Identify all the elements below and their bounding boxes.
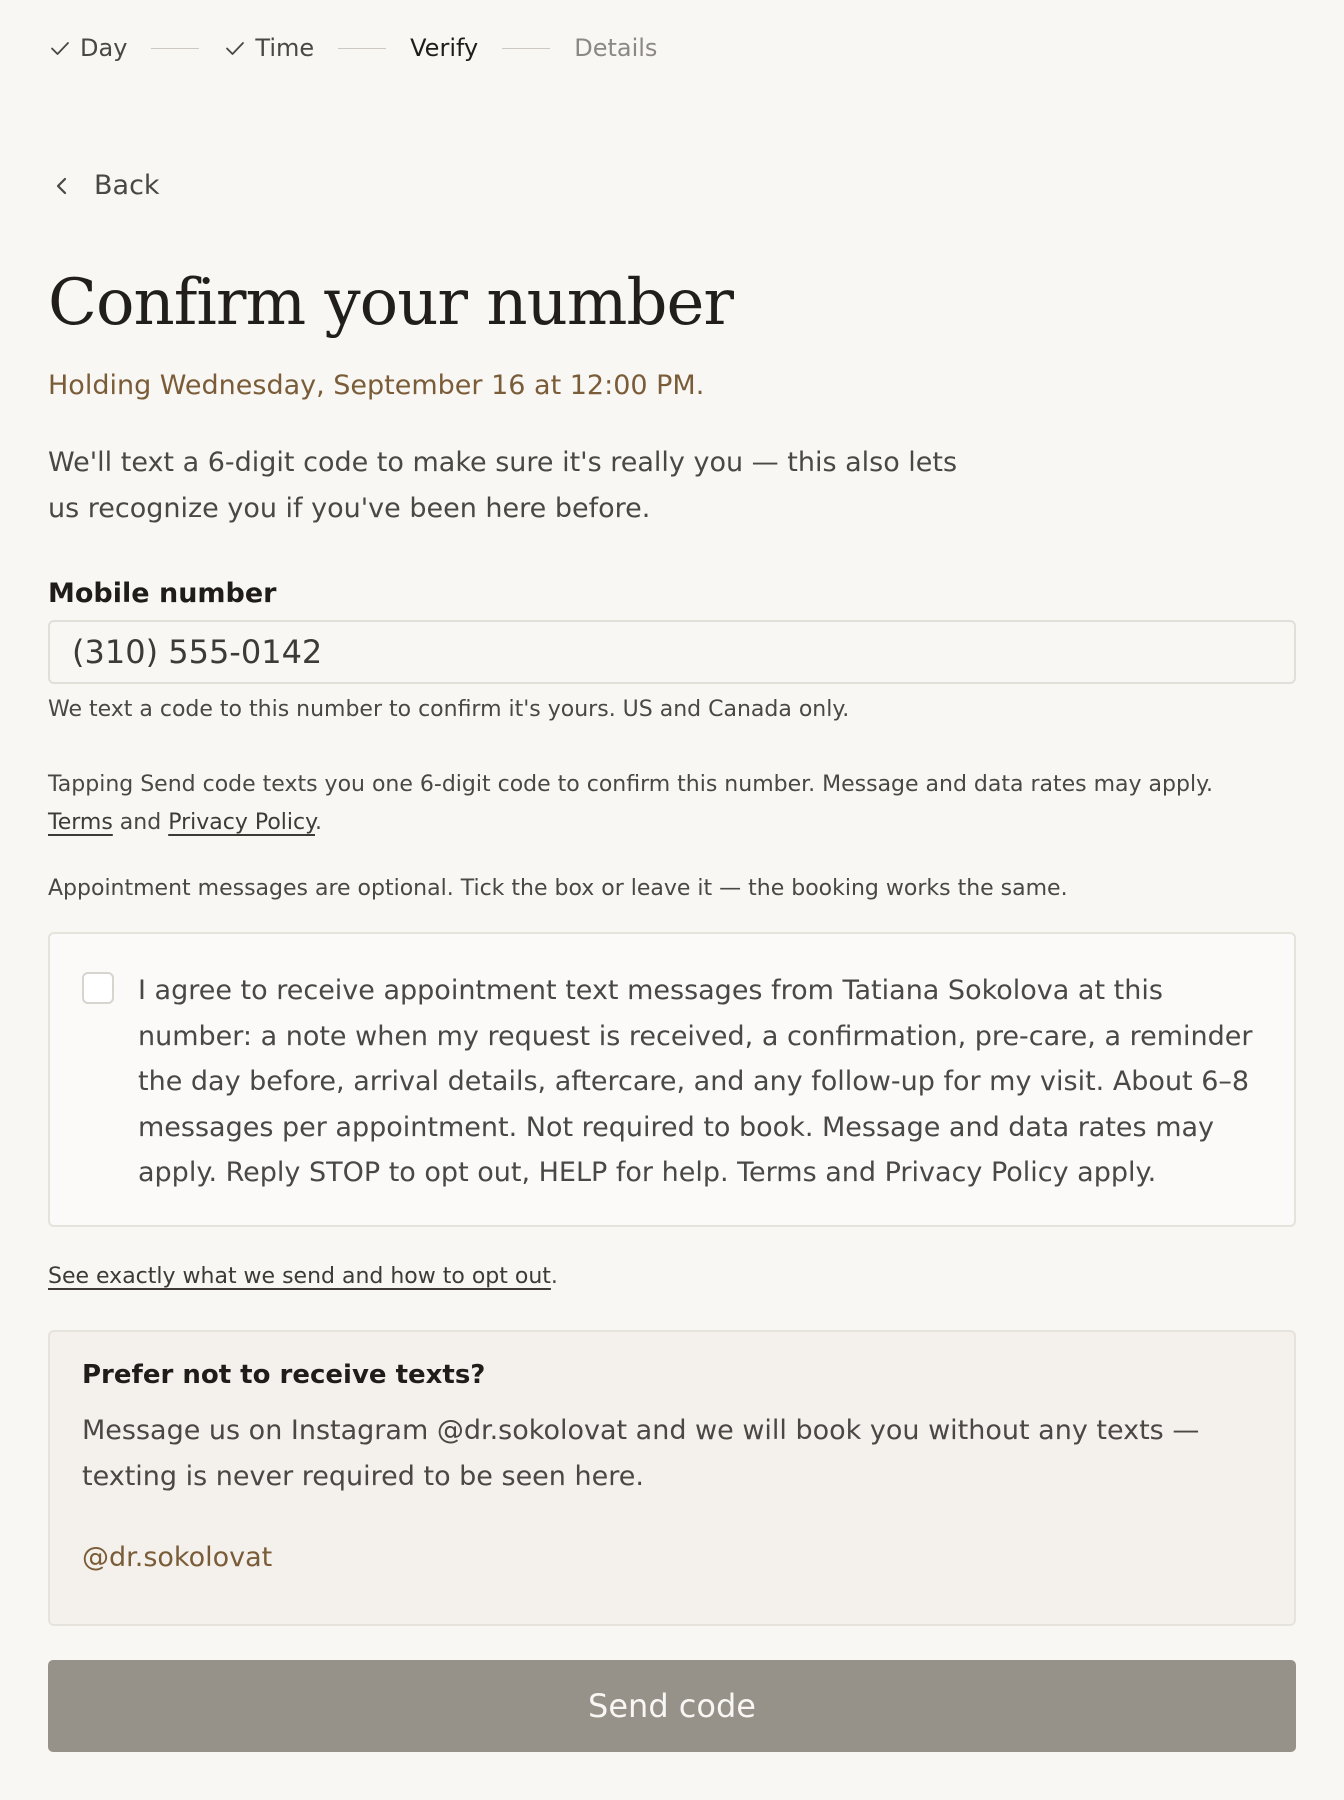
no-texts-alternative [48, 1330, 1296, 1626]
check-icon [223, 36, 247, 60]
step-label: Time [255, 34, 315, 62]
chevron-left-icon [52, 174, 72, 198]
holding-notice: Holding Wednesday, September 16 at 12:00 PM. [48, 370, 705, 401]
step-divider [338, 48, 386, 49]
step-day [48, 34, 127, 62]
check-icon [48, 36, 72, 60]
step-time [223, 34, 314, 62]
alternative-body: Message us on Instagram @dr.sokolovat and we will book you without any texts — texting is never required to be seen here. [82, 1415, 1200, 1492]
back-button[interactable] [52, 170, 160, 201]
mobile-number-label: Mobile number [48, 578, 277, 609]
optout-info-link[interactable]: See exactly what we send and how to opt out [48, 1264, 551, 1289]
step-verify [410, 34, 478, 62]
step-label: Details [574, 34, 658, 62]
send-code-button[interactable]: Send code [48, 1660, 1296, 1752]
step-label: Verify [410, 34, 479, 62]
optional-messages-note: Appointment messages are optional. Tick the box or leave it — the booking works the same. [48, 876, 1068, 901]
step-divider [502, 48, 550, 49]
sms-consent-box [48, 932, 1296, 1227]
instagram-handle-link[interactable]: @dr.sokolovat [82, 1542, 273, 1573]
and-text: and [119, 810, 162, 835]
optout-info [48, 1264, 558, 1289]
send-code-notice [48, 766, 1308, 842]
sms-consent-checkbox[interactable] [82, 972, 114, 1004]
privacy-policy-link[interactable]: Privacy Policy [168, 810, 315, 835]
intro-text: We'll text a 6-digit code to make sure it's really you — this also lets us recognize you if you've been here before. [48, 447, 958, 524]
sms-consent-text: I agree to receive appointment text messages from Tatiana Sokolova at this number: a note when my request is received, a confirmation, pre-care, a reminder the day before, arrival details, aftercare, and any follow-up for my visit. About 6–8 messages per appointment. Not required to book. Message and data rates may apply. Reply STOP to opt out, HELP for help. Terms and Privacy Policy apply. [138, 975, 1253, 1188]
alternative-title: Prefer not to receive texts? [82, 1360, 486, 1390]
step-divider [151, 48, 199, 49]
terms-link[interactable]: Terms [48, 810, 113, 835]
step-label: Day [80, 34, 128, 62]
page-title: Confirm your number [48, 266, 733, 340]
period-text: . [550, 1264, 558, 1289]
send-notice-text: Tapping Send code texts you one 6-digit code to confirm this number. Message and data rates may apply. [48, 772, 1213, 797]
back-label: Back [94, 170, 160, 201]
mobile-help-text: We text a code to this number to confirm it's yours. US and Canada only. [48, 697, 850, 722]
mobile-number-input[interactable] [48, 620, 1296, 684]
booking-stepper [48, 32, 657, 64]
period-text: . [314, 810, 322, 835]
step-details [574, 34, 657, 62]
